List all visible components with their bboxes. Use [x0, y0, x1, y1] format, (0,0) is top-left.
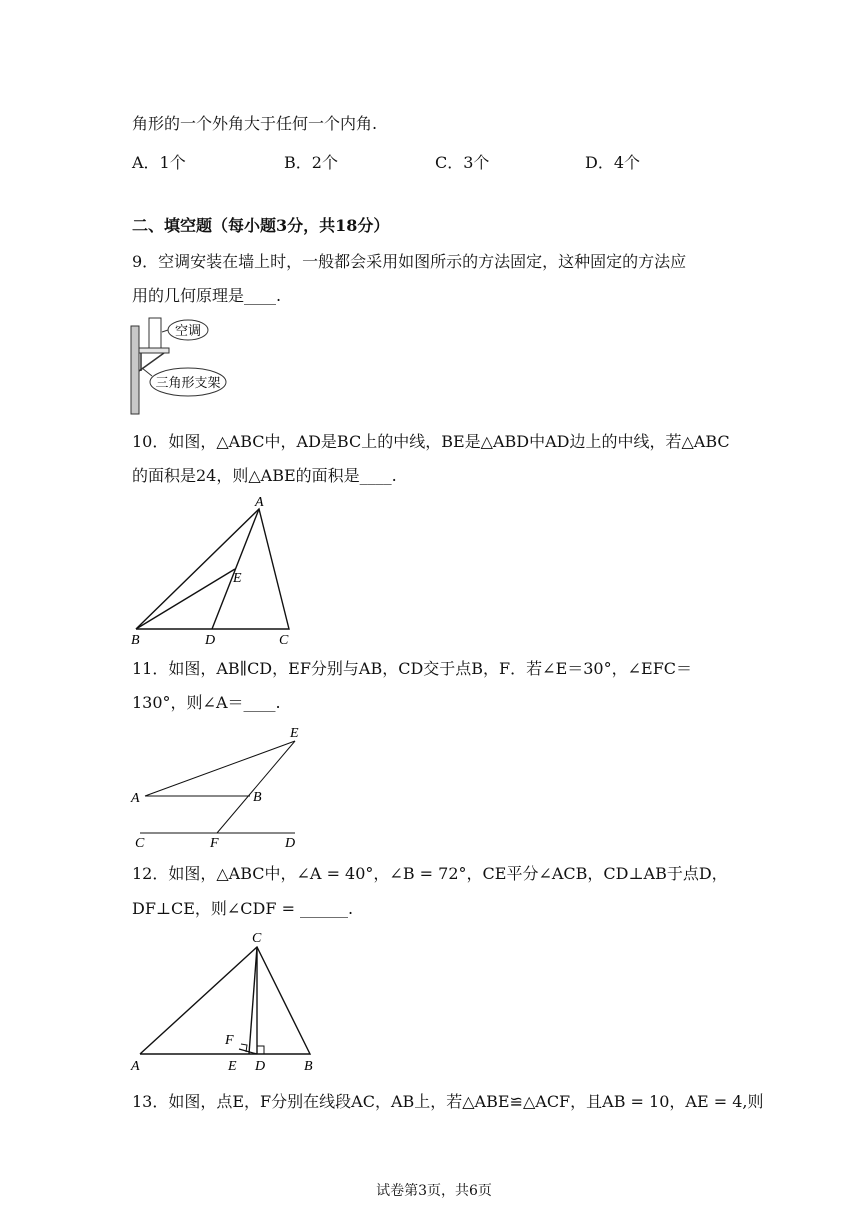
vertex-a: A	[131, 1059, 140, 1074]
vertex-d: D	[205, 633, 216, 648]
median-ad	[212, 509, 259, 629]
right-angle-d	[257, 1046, 264, 1054]
vertex-e: E	[233, 571, 242, 586]
option-d: D．4个	[585, 153, 641, 172]
q11-line1: 11．如图，AB∥CD，EF分别与AB，CD交于点B，F．若∠E＝30°，∠EFC＝	[132, 659, 693, 678]
point-c: C	[135, 836, 145, 851]
figure-9-ac-bracket	[128, 316, 243, 416]
vertex-b: B	[304, 1059, 313, 1074]
point-e: E	[228, 1059, 237, 1074]
q10-line1: 10．如图，△ABC中，AD是BC上的中线，BE是△ABD中AD边上的中线，若△ABC	[132, 432, 730, 451]
line-ae	[145, 741, 295, 796]
figure-11-parallel-lines	[125, 722, 315, 852]
page-footer: 试卷第3页，共6页	[376, 1183, 492, 1199]
q9-line2: 用的几何原理是____.	[132, 286, 282, 305]
text-line-1: 角形的一个外角大于任何一个内角.	[132, 114, 378, 133]
wall	[131, 326, 139, 414]
point-d: D	[285, 836, 296, 851]
q10-line2: 的面积是24，则△ABE的面积是____.	[132, 466, 397, 485]
q12-line1: 12．如图，△ABC中，∠A = 40°，∠B = 72°，CE平分∠ACB，CD⊥AB于点D，	[132, 864, 728, 883]
point-b: B	[253, 790, 262, 805]
vertex-c: C	[279, 633, 289, 648]
q13-line1: 13．如图，点E，F分别在线段AC，AB上，若△ABE≌△ACF，且AB = 10，AE = 4,则	[132, 1092, 764, 1111]
median-be	[136, 569, 235, 629]
segment-df	[239, 1049, 257, 1054]
label-ac: 空调	[174, 323, 202, 338]
point-d: D	[255, 1059, 266, 1074]
point-f: F	[210, 836, 219, 851]
q9-line1: 9．空调安装在墙上时，一般都会采用如图所示的方法固定，这种固定的方法应	[132, 252, 687, 271]
option-b: B．2个	[284, 153, 338, 172]
label-bracket: 三角形支架	[155, 375, 221, 390]
vertex-a: A	[255, 495, 264, 510]
bisector-ce	[249, 947, 257, 1054]
section-heading: 二、填空题（每小题3分，共18分）	[132, 216, 390, 235]
figure-12-triangle	[125, 928, 325, 1078]
vertex-b: B	[131, 633, 140, 648]
ac-box	[149, 318, 161, 348]
point-f: F	[225, 1033, 234, 1048]
q11-line2: 130°，则∠A＝____.	[132, 693, 281, 712]
q12-line2: DF⊥CE，则∠CDF = ______.	[132, 899, 354, 918]
figure-10-triangle	[125, 492, 310, 652]
shelf	[139, 348, 169, 353]
vertex-c: C	[252, 931, 262, 946]
option-c: C．3个	[435, 153, 490, 172]
point-a: A	[131, 791, 140, 806]
point-e: E	[290, 726, 299, 741]
option-a: A．1个	[132, 153, 186, 172]
triangle-abc	[136, 509, 289, 629]
